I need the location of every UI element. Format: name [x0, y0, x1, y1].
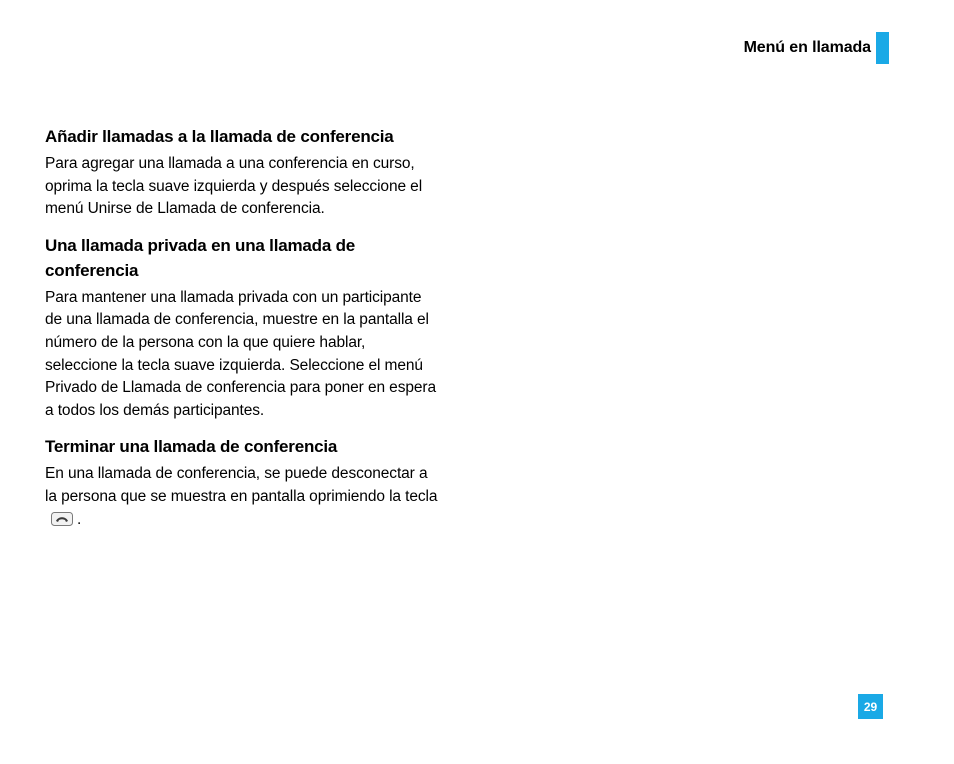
end-call-key-icon: [51, 511, 73, 525]
section-body-add-calls: Para agregar una llamada a una conferencia en curso, oprima la tecla suave izquierda y después seleccione el menú Unirse de Llamada de conferencia.: [45, 155, 423, 218]
section-body-end-conference: [45, 463, 441, 531]
section-heading-private-call: Una llamada privada en una llamada de conferencia: [45, 235, 356, 280]
page-number-badge: 29: [858, 694, 883, 719]
main-content: [45, 124, 445, 543]
section-heading-add-calls: Añadir llamadas a la llamada de conferencia: [45, 127, 394, 146]
section-heading-end-conference: Terminar una llamada de conferencia: [45, 437, 338, 457]
page-header: [744, 32, 889, 64]
section-body-end-conference-text: En una llamada de conferencia, se puede desconectar a la persona que se muestra en pantalla oprimiendo la tecla: [45, 465, 438, 505]
section-body-private-call: Para mantener una llamada privada con un participante de una llamada de conferencia, muestre en la pantalla el número de la persona con la que quiere hablar, seleccione la tecla suave izquierda. Seleccione el menú Privado de Llamada de conferencia para poner en espera a todos los demás participantes.: [45, 288, 436, 419]
header-title: Menú en llamada: [743, 39, 871, 56]
header-accent-bar: [876, 32, 889, 64]
section-body-end-conference-period: .: [77, 510, 82, 528]
